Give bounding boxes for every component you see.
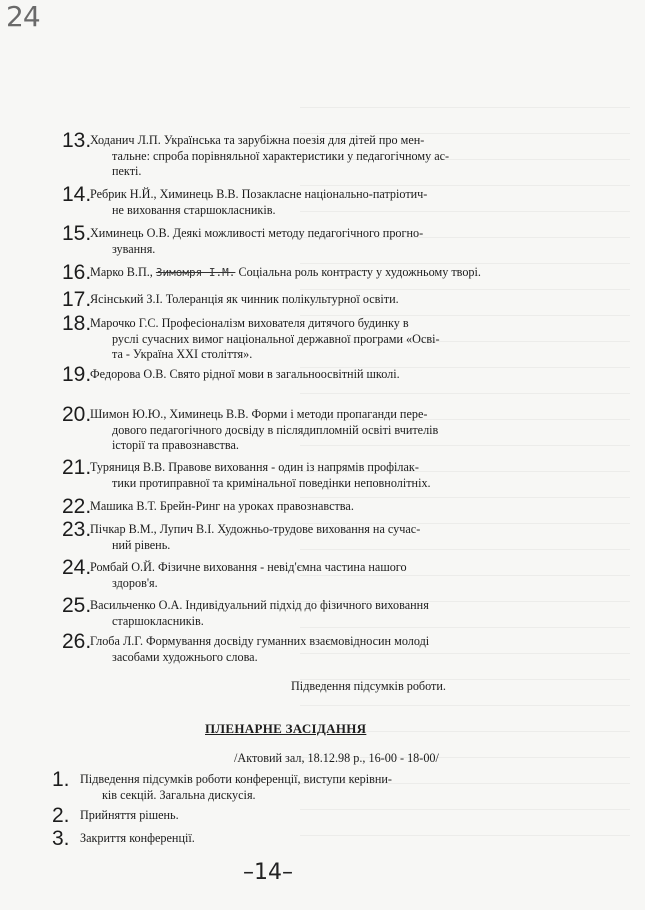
- item-number: 22.: [62, 495, 92, 518]
- item-text: Пічкар В.М., Лупич В.І. Художньо-трудове виховання на сучас- ний рівень.: [90, 522, 421, 552]
- item-text: Прийняття рішень.: [80, 808, 179, 822]
- item-number: 14.: [62, 183, 92, 206]
- item-number: 13.: [62, 129, 92, 152]
- plenary-item: [52, 827, 452, 850]
- list-item: [62, 312, 462, 363]
- list-item: [62, 456, 462, 491]
- item-text: Ходанич Л.П. Українська та зарубіжна поезія для дітей про мен- тальне: спроба порівняльної характеристики у педагогічному ас- пекті.: [90, 133, 450, 178]
- item-text: Марочко Г.С. Професіоналізм вихователя дитячого будинку в руслі сучасних вимог національної державної програми «Осві- та - Україна XXI століття».: [90, 316, 440, 361]
- list-item: [62, 630, 462, 665]
- item-text: Шимон Ю.Ю., Химинець В.В. Форми і методи пропаганди пере- дового педагогічного досвіду в післядипломній освіті вчителів історії та правознавства.: [90, 407, 439, 452]
- item-text: Глоба Л.Г. Формування досвіду гуманних взаємовідносин молоді засобами художнього слова.: [90, 634, 430, 664]
- item-text: Підведення підсумків роботи конференції, виступи керівни- ків секцій. Загальна дискусія.: [80, 772, 392, 802]
- item-number: 15.: [62, 222, 92, 245]
- item-text: Машика В.Т. Брейн-Ринг на уроках правознавства.: [90, 499, 354, 513]
- item-number: 25.: [62, 594, 92, 617]
- item-text: Ясінський З.І. Толеранція як чинник полікультурної освіти.: [90, 292, 399, 306]
- item-number: 16.: [62, 261, 92, 284]
- list-item: [62, 518, 462, 553]
- item-text: Химинець О.В. Деякі можливості методу педагогічного прогно- зування.: [90, 226, 424, 256]
- item-number: 23.: [62, 518, 92, 541]
- item-number: 1.: [52, 768, 70, 791]
- list-item: [62, 222, 462, 257]
- item-text: Марко В.П., Зимомря І.М. Соціальна роль контрасту у художньому творі.: [90, 265, 481, 279]
- item-number: 18.: [62, 312, 92, 335]
- item-number: 19.: [62, 363, 92, 386]
- list-item: [62, 261, 522, 284]
- plenary-item: [52, 804, 452, 827]
- list-item: [62, 288, 462, 311]
- handwritten-corner-number: 24: [6, 0, 40, 33]
- plenary-venue: /Актовий зал, 18.12.98 р., 16-00 - 18-00/: [234, 751, 439, 765]
- list-item: [62, 556, 462, 591]
- item-number: 24.: [62, 556, 92, 579]
- list-item: [62, 403, 462, 454]
- item-number: 26.: [62, 630, 92, 653]
- item-number: 21.: [62, 456, 92, 479]
- item-text: Ребрик Н.Й., Химинець В.В. Позакласне національно-патріотич- не виховання старшокласників.: [90, 187, 428, 217]
- plenary-title: ПЛЕНАРНЕ ЗАСІДАННЯ: [205, 721, 367, 736]
- list-item: [62, 495, 462, 518]
- item-number: 17.: [62, 288, 92, 311]
- item-text: Закриття конференції.: [80, 831, 195, 845]
- plenary-item: [52, 768, 452, 803]
- handwritten-insertion: Зимомря І.М.: [155, 266, 236, 279]
- list-item: [62, 363, 462, 386]
- item-number: 20.: [62, 403, 92, 426]
- item-text: Васильченко О.А. Індивідуальний підхід до фізичного виховання старшокласників.: [90, 598, 429, 628]
- item-text: Туряниця В.В. Правове виховання - один із напрямів профілак- тики протиправної та кримінальної поведінки неповнолітніх.: [90, 460, 431, 490]
- item-text: Ромбай О.Й. Фізичне виховання - невід'ємна частина нашого здоров'я.: [90, 560, 407, 590]
- list-item: [62, 183, 462, 218]
- item-text: Федорова О.В. Свято рідної мови в загальноосвітній школі.: [90, 367, 400, 381]
- item-number: 3.: [52, 827, 70, 850]
- list-item: [62, 594, 462, 629]
- page-number: –14–: [243, 860, 293, 885]
- item-number: 2.: [52, 804, 70, 827]
- summary-line: Підведення підсумків роботи.: [291, 679, 446, 693]
- list-item: [62, 129, 462, 180]
